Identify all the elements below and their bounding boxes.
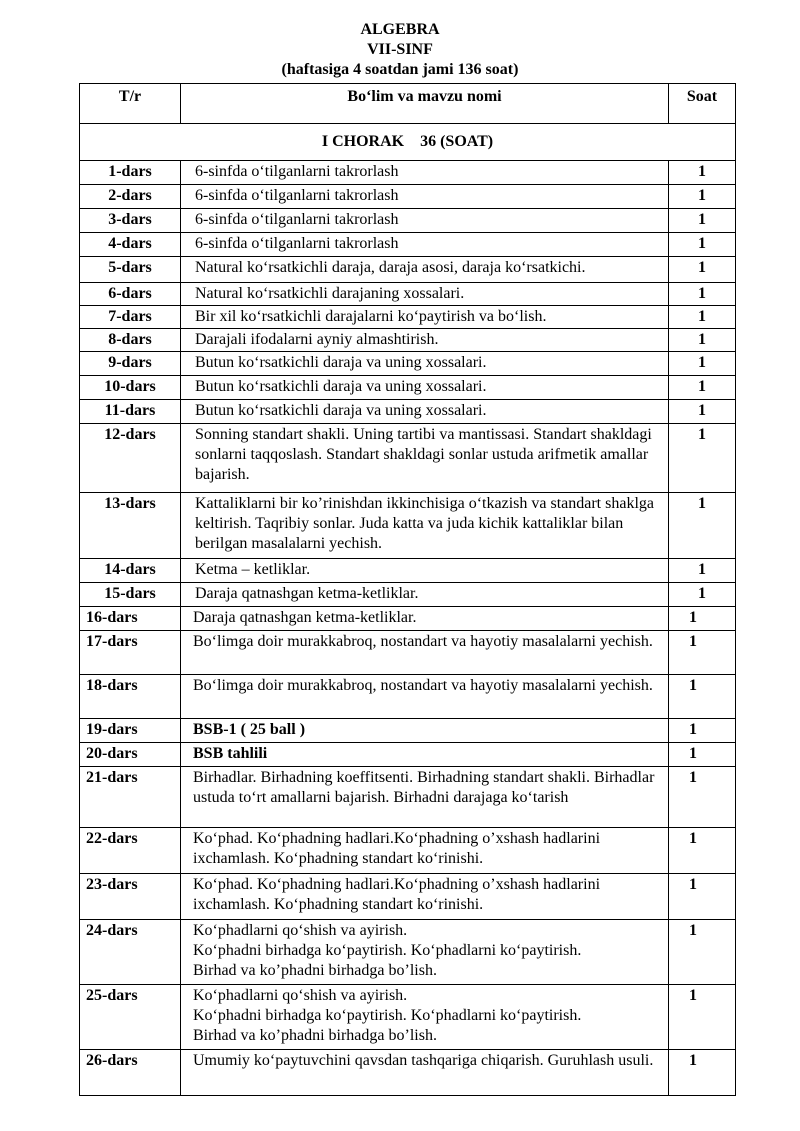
lesson-hours: 1 [669, 161, 736, 185]
lesson-hours: 1 [669, 559, 736, 583]
lesson-number: 25-dars [80, 985, 181, 1050]
lesson-number: 15-dars [80, 583, 181, 607]
table-row [80, 675, 736, 719]
quarter-row [80, 124, 736, 161]
table-row [80, 233, 736, 257]
lesson-hours: 1 [669, 185, 736, 209]
lesson-topic: Birhadlar. Birhadning koeffitsenti. Birhadning standart shakli. Birhadlar ustuda to‘rt amallarni bajarish. Birhadni darajaga ko‘tarish [181, 767, 669, 828]
lesson-hours: 1 [669, 329, 736, 352]
lesson-number: 4-dars [80, 233, 181, 257]
table-row [80, 719, 736, 743]
lesson-topic: 6-sinfda o‘tilganlarni takrorlash [181, 185, 669, 209]
lesson-topic: Kattaliklarni bir ko’rinishdan ikkinchisiga o‘tkazish va standart shaklga keltirish. Taqribiy sonlar. Juda katta va juda kichik kattaliklar bilan berilgan masalalarni yechish. [181, 493, 669, 559]
table-row [80, 583, 736, 607]
table-row [80, 767, 736, 828]
lesson-number: 5-dars [80, 257, 181, 283]
lesson-hours: 1 [669, 493, 736, 559]
table-row [80, 985, 736, 1050]
lesson-topic: 6-sinfda o‘tilganlarni takrorlash [181, 209, 669, 233]
lesson-hours: 1 [669, 1050, 736, 1096]
quarter-label: I CHORAK 36 (SOAT) [80, 124, 736, 161]
table-row [80, 607, 736, 631]
lesson-topic: BSB tahlili [181, 743, 669, 767]
lesson-topic: Darajali ifodalarni ayniy almashtirish. [181, 329, 669, 352]
lesson-topic: Natural ko‘rsatkichli daraja, daraja asosi, daraja ko‘rsatkichi. [181, 257, 669, 283]
lesson-number: 17-dars [80, 631, 181, 675]
lesson-number: 26-dars [80, 1050, 181, 1096]
table-row [80, 631, 736, 675]
lesson-hours: 1 [669, 874, 736, 920]
table-row [80, 559, 736, 583]
table-row [80, 743, 736, 767]
lesson-topic: Natural ko‘rsatkichli darajaning xossalari. [181, 283, 669, 306]
table-row [80, 352, 736, 376]
lesson-hours: 1 [669, 828, 736, 874]
column-header-hours: Soat [669, 84, 736, 124]
lesson-hours: 1 [669, 352, 736, 376]
table-row [80, 306, 736, 329]
lesson-hours: 1 [669, 985, 736, 1050]
lesson-topic: Ko‘phadlarni qo‘shish va ayirish. Ko‘phadni birhadga ko‘paytirish. Ko‘phadlarni ko‘paytirish. Birhad va ko’phadni birhadga bo’lish. [181, 985, 669, 1050]
lesson-number: 16-dars [80, 607, 181, 631]
lesson-topic: BSB-1 ( 25 ball ) [181, 719, 669, 743]
lesson-number: 22-dars [80, 828, 181, 874]
lesson-topic: Ko‘phad. Ko‘phadning hadlari.Ko‘phadning o’xshash hadlarini ixchamlash. Ko‘phadning standart ko‘rinishi. [181, 874, 669, 920]
lesson-number: 24-dars [80, 920, 181, 985]
lesson-hours: 1 [669, 233, 736, 257]
lesson-hours: 1 [669, 607, 736, 631]
lesson-number: 6-dars [80, 283, 181, 306]
lesson-hours: 1 [669, 719, 736, 743]
table-row [80, 257, 736, 283]
table-row [80, 874, 736, 920]
lesson-topic: 6-sinfda o‘tilganlarni takrorlash [181, 161, 669, 185]
lesson-topic: Butun ko‘rsatkichli daraja va uning xossalari. [181, 376, 669, 400]
lesson-number: 20-dars [80, 743, 181, 767]
lesson-hours: 1 [669, 631, 736, 675]
lesson-hours: 1 [669, 400, 736, 424]
lesson-number: 23-dars [80, 874, 181, 920]
lesson-hours: 1 [669, 767, 736, 828]
lesson-number: 19-dars [80, 719, 181, 743]
table-row [80, 400, 736, 424]
curriculum-table [79, 83, 736, 1096]
table-row [80, 920, 736, 985]
table-row [80, 1050, 736, 1096]
lesson-number: 1-dars [80, 161, 181, 185]
document-header [0, 20, 800, 80]
lesson-topic: Umumiy ko‘paytuvchini qavsdan tashqariga chiqarish. Guruhlash usuli. [181, 1050, 669, 1096]
subject-title: ALGEBRA [360, 21, 440, 38]
lesson-number: 12-dars [80, 424, 181, 493]
lesson-topic: Ko‘phad. Ko‘phadning hadlari.Ko‘phadning o’xshash hadlarini ixchamlash. Ko‘phadning standart ko‘rinishi. [181, 828, 669, 874]
lesson-topic: Daraja qatnashgan ketma-ketliklar. [181, 607, 669, 631]
column-header-topic: Bo‘lim va mavzu nomi [181, 84, 669, 124]
lesson-hours: 1 [669, 306, 736, 329]
lesson-topic: Daraja qatnashgan ketma-ketliklar. [181, 583, 669, 607]
lesson-hours: 1 [669, 675, 736, 719]
table-row [80, 161, 736, 185]
lesson-number: 7-dars [80, 306, 181, 329]
table-row [80, 329, 736, 352]
lesson-hours: 1 [669, 283, 736, 306]
lesson-topic: Butun ko‘rsatkichli daraja va uning xossalari. [181, 400, 669, 424]
hours-subtitle: (haftasiga 4 soatdan jami 136 soat) [281, 61, 519, 78]
lesson-topic: Sonning standart shakli. Uning tartibi va mantissasi. Standart shakldagi sonlarni taqqoslash. Standart shakldagi sonlar ustuda arifmetik amallar bajarish. [181, 424, 669, 493]
lesson-number: 10-dars [80, 376, 181, 400]
table-header-row [80, 84, 736, 124]
lesson-hours: 1 [669, 920, 736, 985]
table-row [80, 209, 736, 233]
table-row [80, 828, 736, 874]
table-row [80, 493, 736, 559]
grade-title: VII-SINF [367, 41, 433, 58]
lesson-hours: 1 [669, 209, 736, 233]
lesson-topic: Ketma – ketliklar. [181, 559, 669, 583]
lesson-hours: 1 [669, 257, 736, 283]
lesson-number: 9-dars [80, 352, 181, 376]
lesson-number: 11-dars [80, 400, 181, 424]
table-row [80, 185, 736, 209]
lesson-number: 14-dars [80, 559, 181, 583]
lesson-hours: 1 [669, 743, 736, 767]
column-header-number: T/r [80, 84, 181, 124]
lesson-topic: Bo‘limga doir murakkabroq, nostandart va hayotiy masalalarni yechish. [181, 631, 669, 675]
lesson-hours: 1 [669, 583, 736, 607]
lesson-topic: 6-sinfda o‘tilganlarni takrorlash [181, 233, 669, 257]
lesson-number: 21-dars [80, 767, 181, 828]
table-row [80, 424, 736, 493]
lesson-hours: 1 [669, 376, 736, 400]
lesson-number: 8-dars [80, 329, 181, 352]
lesson-topic: Butun ko‘rsatkichli daraja va uning xossalari. [181, 352, 669, 376]
lesson-topic: Bir xil ko‘rsatkichli darajalarni ko‘paytirish va bo‘lish. [181, 306, 669, 329]
lesson-hours: 1 [669, 424, 736, 493]
lesson-topic: Ko‘phadlarni qo‘shish va ayirish. Ko‘phadni birhadga ko‘paytirish. Ko‘phadlarni ko‘paytirish. Birhad va ko’phadni birhadga bo’lish. [181, 920, 669, 985]
table-row [80, 283, 736, 306]
lesson-number: 13-dars [80, 493, 181, 559]
lesson-number: 3-dars [80, 209, 181, 233]
lesson-number: 18-dars [80, 675, 181, 719]
lesson-topic: Bo‘limga doir murakkabroq, nostandart va hayotiy masalalarni yechish. [181, 675, 669, 719]
lesson-number: 2-dars [80, 185, 181, 209]
table-row [80, 376, 736, 400]
